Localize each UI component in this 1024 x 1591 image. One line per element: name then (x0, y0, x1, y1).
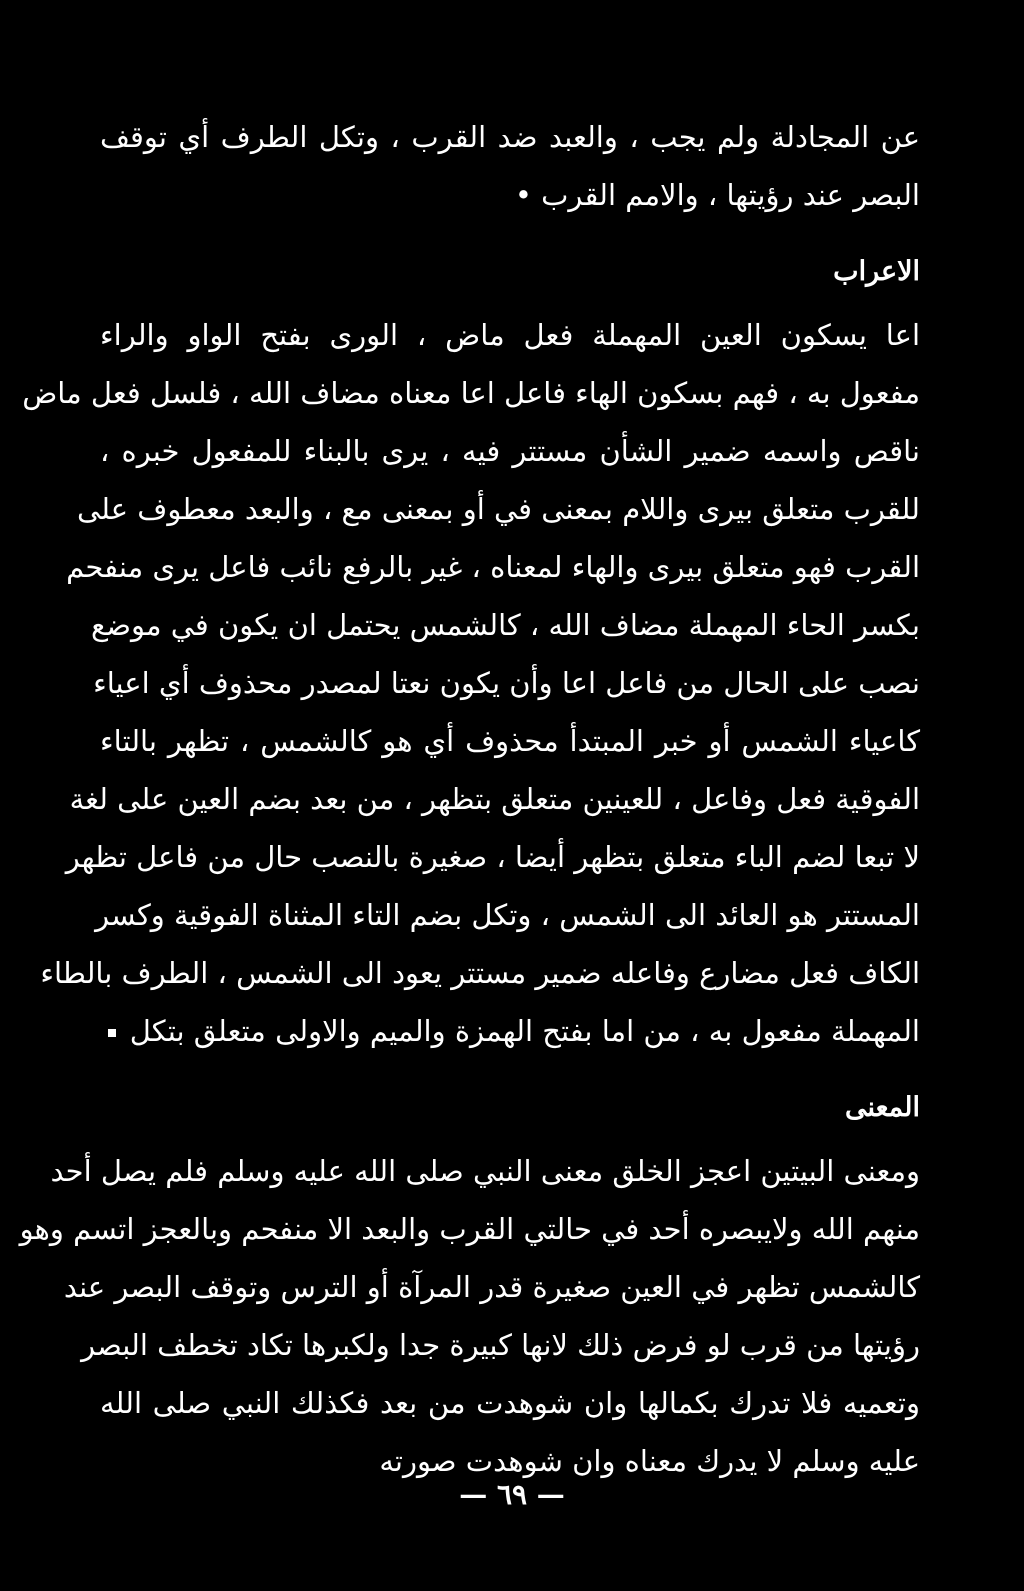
text-line: البصر عند رؤيتها ، والامم القرب • (514, 178, 920, 212)
text-line: نصب على الحال من فاعل اعا وأن يكون نعتا لمصدر محذوف أي اعياء (93, 666, 920, 700)
page-body (19, 108, 920, 1490)
maana-paragraph (19, 1142, 920, 1490)
text-line: لا تبعا لضم الباء متعلق بتظهر أيضا ، صغيرة بالنصب حال من فاعل تظهر (65, 840, 920, 874)
section-heading-irab: الاعراب (833, 256, 920, 287)
text-line: الكاف فعل مضارع وفاعله ضمير مستتر يعود الى الشمس ، الطرف بالطاء (40, 956, 920, 990)
text-line: مفعول به ، فهم بسكون الهاء فاعل اعا معناه مضاف الله ، فلسل فعل ماض (22, 376, 920, 410)
text-line: اعا يسكون العين المهملة فعل ماض ، الورى بفتح الواو والراء (100, 318, 920, 352)
page-number: — ٦٩ — (459, 1478, 565, 1511)
text-line: ناقص واسمه ضمير الشأن مستتر فيه ، يرى بالبناء للمفعول خبره ، (100, 434, 920, 468)
section-heading-maana: المعنى (844, 1092, 920, 1123)
text-line: كاعياء الشمس أو خبر المبتدأ محذوف أي هو كالشمس ، تظهر بالتاء (100, 724, 920, 758)
line-text: المهملة مفعول به ، من اما بفتح الهمزة والميم والاولى متعلق بتكل (129, 1014, 920, 1048)
text-line: القرب فهو متعلق بيرى والهاء لمعناه ، غير بالرفع نائب فاعل يرى منفحم (66, 550, 920, 584)
text-line: الفوقية فعل وفاعل ، للعينين متعلق بتظهر ، من بعد بضم العين على لغة (69, 782, 920, 816)
text-line (100, 1002, 920, 1060)
text-line: منهم الله ولايبصره أحد في حالتي القرب والبعد الا منفحم وبالعجز اتسم وهو (19, 1212, 920, 1246)
text-line: المستتر هو العائد الى الشمس ، وتكل بضم التاء المثناة الفوقية وكسر (95, 898, 920, 932)
section-end-mark (108, 1029, 116, 1037)
intro-paragraph (100, 108, 920, 224)
irab-paragraph (22, 306, 920, 1060)
text-line: رؤيتها من قرب لو فرض ذلك لانها كبيرة جدا ولكبرها تكاد تخطف البصر (81, 1328, 920, 1362)
text-line: بكسر الحاء المهملة مضاف الله ، كالشمس يحتمل ان يكون في موضع (90, 608, 920, 642)
text-line: عن المجادلة ولم يجب ، والعبد ضد القرب ، وتكل الطرف أي توقف (100, 120, 920, 154)
text-line: ومعنى البيتين اعجز الخلق معنى النبي صلى الله عليه وسلم فلم يصل أحد (50, 1154, 920, 1188)
text-line: كالشمس تظهر في العين صغيرة قدر المرآة أو الترس وتوقف البصر عند (63, 1270, 920, 1304)
text-line: وتعميه فلا تدرك بكمالها وان شوهدت من بعد فكذلك النبي صلى الله (100, 1386, 920, 1420)
text-line: عليه وسلم لا يدرك معناه وان شوهدت صورته (379, 1444, 920, 1478)
text-line: للقرب متعلق بيرى واللام بمعنى في أو بمعنى مع ، والبعد معطوف على (77, 492, 920, 526)
